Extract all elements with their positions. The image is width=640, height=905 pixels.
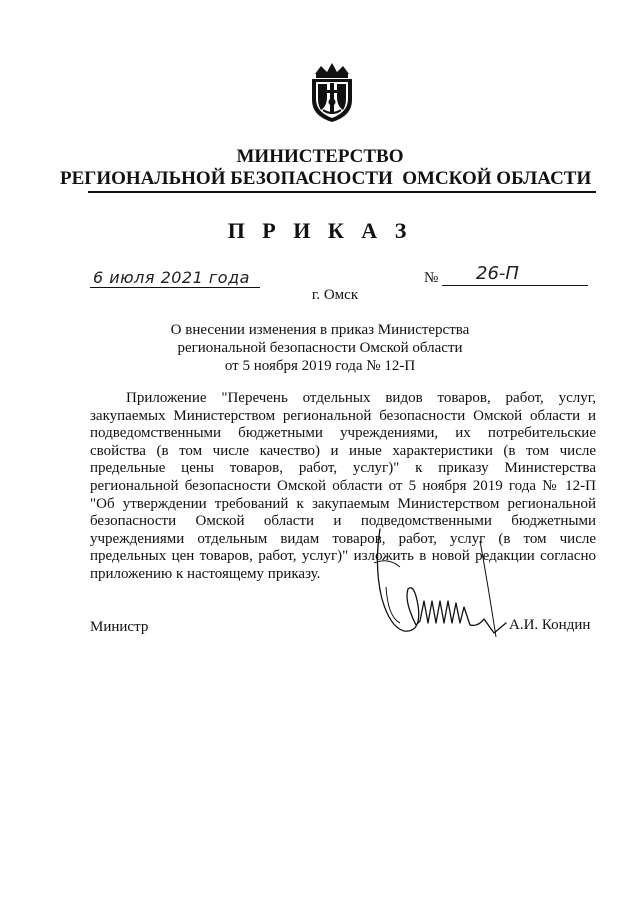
omsk-coat-of-arms-icon: [307, 60, 357, 124]
order-subject: [140, 321, 500, 375]
date-underline: [90, 287, 260, 288]
organization-name-line-1: МИНИСТЕРСТВО: [236, 146, 404, 167]
header-divider: [88, 191, 596, 193]
subject-line-3: от 5 ноября 2019 года № 12-П: [224, 358, 416, 374]
signer-title: Министр: [90, 619, 149, 635]
handwritten-number: 26-П: [476, 263, 519, 284]
handwritten-signature: [360, 527, 520, 655]
organization-name-line-2: РЕГИОНАЛЬНОЙ БЕЗОПАСНОСТИ ОМСКОЙ ОБЛАСТИ: [60, 168, 592, 189]
subject-line-1: О внесении изменения в приказ Министерства: [170, 322, 470, 338]
organization-name: [60, 146, 592, 190]
handwritten-date: 6 июля 2021 года: [93, 268, 250, 287]
subject-line-2: региональной безопасности Омской области: [177, 340, 463, 356]
number-underline: [442, 285, 588, 286]
body-paragraph: Приложение "Перечень отдельных видов товаров, работ, услуг, закупаемых Министерством региональной безопасности Омской области и подведомственными бюджетными учреждениями, их потребительские свойства (в том числе качество) и иные характеристики (в том числе предельные цены товаров, работ, услуг)" к приказу Министерства региональной безопасности Омской области от 5 ноября 2019 года № 12-П "Об утверждении требований к закупаемым Министерством региональной безопасности Омской области и подведомственными бюджетными учреждениями отдельным видам товаров, работ, услуг (в том числе предельных цен товаров, работ, услуг)" изложить в новой редакции согласно приложению к настоящему приказу.: [90, 390, 596, 582]
document-type-title: П Р И К А З: [227, 218, 413, 243]
number-label: №: [424, 270, 439, 286]
signer-name: А.И. Кондин: [509, 617, 591, 633]
city-label: г. Омск: [311, 287, 359, 303]
